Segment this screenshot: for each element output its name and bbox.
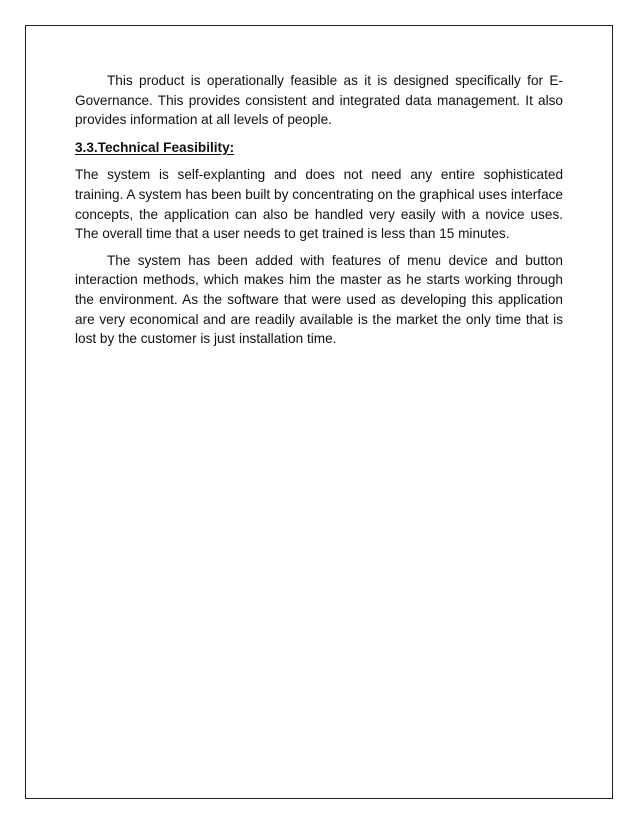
section-heading: 3.3.Technical Feasibility: [75,139,235,155]
spacer [75,157,563,165]
technical-paragraph-2: The system has been added with features of menu device and button interaction methods, which makes him the master as he starts working through the environment. As the software that were used as developing this application are very economical and are readily available is the market the only time that is lost by the customer is just installation time. [75,252,563,347]
intro-paragraph: This product is operationally feasible as it is designed specifically for E-Governance. This provides consistent and integrated data management. It also provides information at all levels of people. [75,73,563,128]
document-body [75,71,563,349]
technical-paragraph-1: The system is self-explanting and does not need any entire sophisticated training. A system has been built by concentrating on the graphical uses interface concepts, the application can also be handled very easily with a novice uses. The overall time that a user needs to get trained is less than 15 minutes. [75,167,563,242]
spacer [75,130,563,138]
spacer [75,244,563,251]
